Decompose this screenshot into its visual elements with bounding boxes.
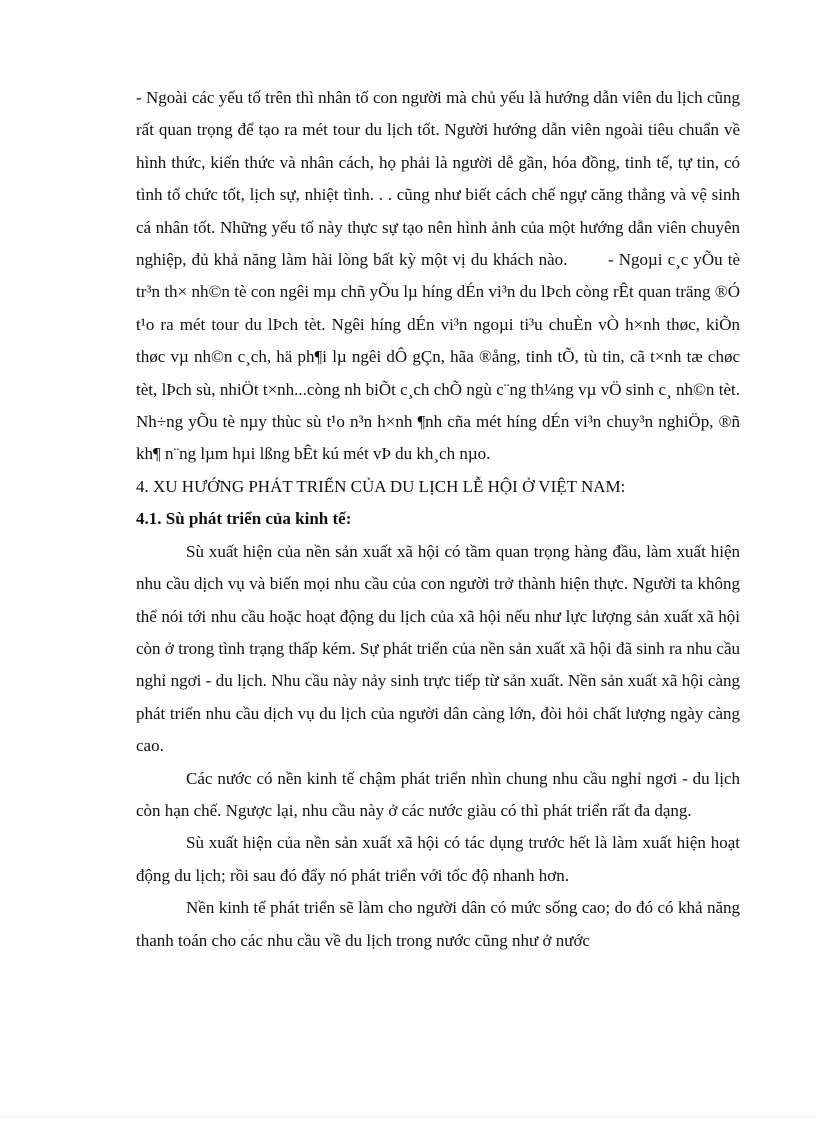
document-body (136, 82, 740, 957)
page-bottom-edge (0, 1116, 816, 1117)
paragraph-living-standard: Nền kinh tế phát triển sẽ làm cho người dân có mức sống cao; do đó có khả năng thanh toán cho các nhu cầu về du lịch trong nước cũng như ở nước (136, 898, 740, 950)
section-heading-4: 4. XU HƯỚNG PHÁT TRIỂN CỦA DU LỊCH LỄ HỘI Ở VIỆT NAM: (136, 476, 626, 496)
paragraph-production: Sù xuất hiện của nền sản xuất xã hội có tầm quan trọng hàng đầu, làm xuất hiện nhu cầu dịch vụ và biến mọi nhu cầu của con người trở thành hiện thực. Người ta không thể nói tới nhu cầu hoặc hoạt động du lịch của xã hội nếu như lực lượng sản xuất xã hội còn ở trong tình trạng thấp kém. Sự phát triển của nền sản xuất xã hội đã sinh ra nhu cầu nghỉ ngơi - du lịch. Nhu cầu này nảy sinh trực tiếp từ sản xuất. Nền sản xuất xã hội càng phát triển nhu cầu dịch vụ du lịch của người dân càng lớn, đòi hỏi chất lượng ngày càng cao. (136, 541, 740, 756)
paragraph-guide-importance-garbled: - Ngoµi c¸c yÕu tè tr³n th× nh©n tè con ngêi mµ chñ yÕu lµ híng dÉn vi³n du lÞch còng rÊt quan träng ®Ó t¹o ra mét tour du lÞch tèt. Ngêi híng dÉn vi³n ngoµi ti³u chuÈn vÒ h×nh thøc, kiÕn thøc vµ nh©n c¸ch, hä ph¶i lµ ngêi dÔ gÇn, hãa ®ång, tinh tÕ, tù tin, cã t×nh tæ chøc tèt, lÞch sù, nhiÖt t×nh...còng nh biÕt c¸ch chÕ ngù c¨ng th¼ng vµ vÖ sinh c¸ nh©n tèt. Nh÷ng yÕu tè nµy thùc sù t¹o n³n h×nh ¶nh cña mét híng dÉn vi³n chuy³n nghiÖp, ®ñ kh¶ n¨ng lµm hµi lßng bÊt kú mét vÞ du kh¸ch nµo. (136, 250, 741, 464)
paragraph-slow-economies: Các nước có nền kinh tế chậm phát triển nhìn chung nhu cầu nghỉ ngơi - du lịch còn hạn chế. Ngược lại, nhu cầu này ở các nước giàu có thì phát triển rất đa dạng. (136, 768, 740, 820)
paragraph-guide-importance-text: - Ngoài các yếu tố trên thì nhân tố con người mà chủ yếu là hướng dẫn viên du lịch cũng rất quan trọng để tạo ra mét tour du lịch tốt. Người hướng dẫn viên ngoài tiêu chuẩn về hình thức, kiến thức và nhân cách, họ phải là người dễ gần, hóa đồng, tinh tế, tự tin, có tình tổ chức tốt, lịch sự, nhiệt tình. . . cũng như biết cách chế ngự căng thẳng và vệ sinh cá nhân tốt. Những yếu tố này thực sự tạo nên hình ảnh của một hướng dẫn viên chuyên nghiệp, đủ khả năng làm hài lòng bất kỳ một vị du khách nào. (136, 88, 740, 270)
subsection-heading-4-1: 4.1. Sù phát triển của kinh tế: (136, 509, 352, 529)
paragraph-guide-importance (136, 82, 740, 471)
paragraph-emergence: Sù xuất hiện của nền sản xuất xã hội có tác dụng trước hết là làm xuất hiện hoạt động du lịch; rồi sau đó đẩy nó phát triển với tốc độ nhanh hơn. (136, 833, 740, 885)
